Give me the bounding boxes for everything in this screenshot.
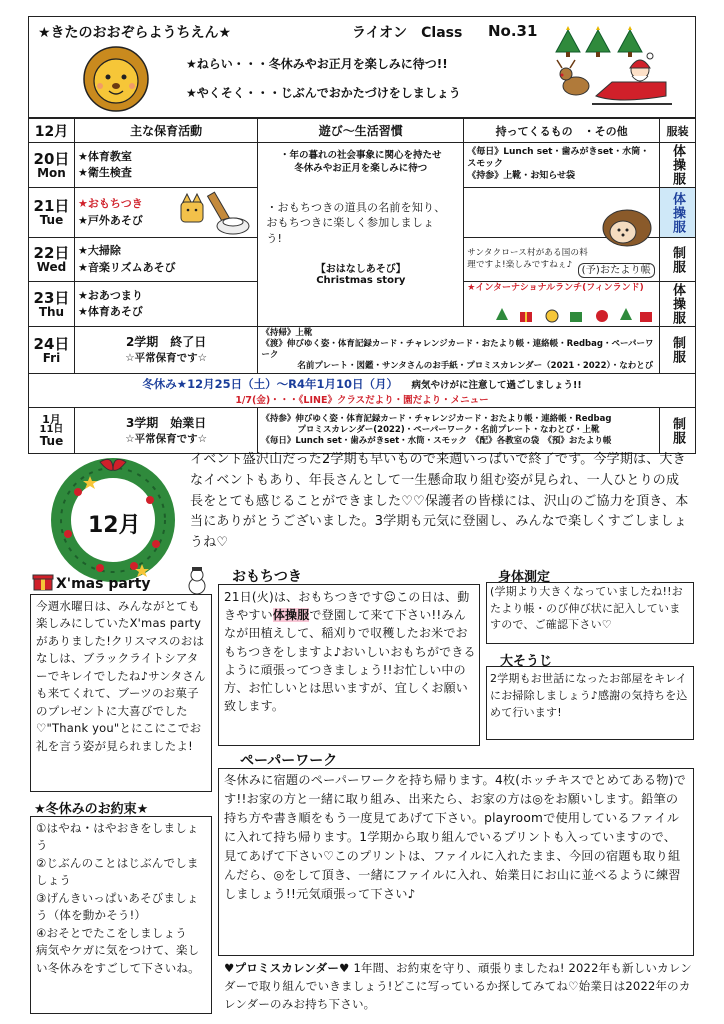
xmas-party-title: X'mas party (56, 576, 151, 592)
break-period: 冬休み★12月25日（土）～R4年1月10日（月） (142, 376, 398, 391)
schedule-table (28, 118, 696, 454)
promise-calendar-body: 1年間、お約束を守り、頑張りましたね! 2022年も新しいカレンダーで取り組んでいきましょう!どこに写っているか探してみてね♡始業日は2022年のカレンダーのみお持ち下さい。 (224, 961, 692, 1011)
school-name: ★きたのおおぞらようちえん★ (38, 25, 232, 41)
break-note: 病気やけがに注意して過ごしましょう!! (411, 379, 582, 391)
gym-clothes-highlight: 体操服 (272, 608, 310, 623)
gift-icon (32, 570, 54, 592)
activity-cell: ★大掃除 ★音楽リズムあそび (74, 238, 257, 282)
table-row (29, 143, 696, 188)
day-cell: 24日 Fri (29, 327, 75, 374)
mochi-body: 21日(火)は、おもちつきです☺この日は、動きやすい体操服で登園して来て下さい!!みんなが田植えして、稲刈りで収穫したお米でおもちつきをしますよ♪おいしいおもちができるように頑張ってつきましょう!!お忙しい中の方、お忙しいとは思いますが、宜しくお願い致します。 (224, 590, 476, 714)
cleaning-title: 大そうじ (500, 654, 553, 669)
hedgehog-illustration (597, 200, 657, 250)
story-subtitle: Christmas story (316, 275, 406, 287)
paper-work-title: ペーパーワーク (240, 753, 338, 769)
winter-promises-list (36, 820, 208, 977)
christmas-trees-santa-illustration (548, 24, 688, 114)
day-cell: 20日 Mon (29, 143, 75, 188)
body-check-title: 身体測定 (498, 570, 551, 585)
col-header-month: 12月 (29, 119, 75, 143)
promise-text: ★やくそく・・・じぶんでおかたづけをしましょう (186, 86, 461, 100)
xmas-decor-icons (494, 306, 654, 324)
dress-cell: 制服 (660, 327, 696, 374)
list-item: ③げんきいっぱいあそびましょう（体を動かそう!） (36, 890, 199, 923)
list-item: ①はやね・はやおきをしましょう (36, 821, 199, 853)
items-cell: 《毎日》Lunch set・歯みがきset・水筒・スモック 《持参》上靴・お知らせ袋 (464, 143, 660, 188)
items-cell: サンタクロース村がある国の料理ですよ!楽しみですねぇ♪ (予)おたより帳 (464, 238, 660, 282)
aim-text: ★ねらい・・・冬休みやお正月を楽しみに待つ!! (186, 57, 448, 71)
dress-cell: 体操服 (660, 282, 696, 327)
xmas-party-body: 今週水曜日は、みんながとても楽しみにしていたX'mas partyがありました!クリスマスのおはなしは、ブラックライトシアターでキレイでしたね♪サンタさんも来てくれて、ブーツのお菓子のプレゼントに大喜びでした♡"Thank you"とにこにこでお礼を言う姿が見られましたよ! (36, 599, 206, 753)
items-cell-wide: 《持帰》上靴 《渡》伸びゆく姿・体育記録カード・チャレンジカード・おたより帳・連絡帳・Redbag・ペーパーワーク 名前プレート・図鑑・サンタさんのお手紙・プロミスカレンダー（2021・2022）・なわとび (258, 327, 660, 374)
yotei-badge: (予)おたより帳 (578, 263, 655, 278)
day-cell: 1月 11日 Tue (29, 408, 75, 454)
col-header-items: 持ってくるもの ・その他 (464, 119, 660, 143)
dress-cell: 体操服 (660, 143, 696, 188)
items-cell-wide: 《持参》伸びゆく姿・体育記録カード・チャレンジカード・おたより帳・連絡帳・Redbag プロミスカレンダー(2022)・ペーパーワーク・名前プレート・なわとび・上靴 《毎日》Lunch set・歯みがきset・水筒・スモック 《配》各教室の袋 《預》おたより帳 (258, 408, 660, 454)
activity-cell: 2学期 終了日 ☆平常保育です☆ (74, 327, 257, 374)
winter-promises-title: ★冬休みのお約束★ (34, 802, 149, 817)
mochi-title: おもちつき (232, 569, 302, 585)
play-column-cell (258, 143, 464, 327)
col-header-dress: 服装 (660, 119, 696, 143)
col-header-activities: 主な保育活動 (74, 119, 257, 143)
intro-paragraph: イベント盛沢山だった2学期も早いもので来週いっぱいで終了です。今学期は、大きなイベントもあり、年長さんとして一生懸命取り組む姿が見られ、一人ひとりの成長をとても感じることができました♡♡保護者の皆様には、沢山のご協力を頂き、本当にありがとうございました。3学期も元気に登園し、みんなで楽しくすごしましょうね♡ (190, 452, 689, 551)
table-row (29, 327, 696, 374)
dress-cell: 制服 (660, 408, 696, 454)
table-row (29, 408, 696, 454)
activity-cell: 3学期 始業日 ☆平常保育です☆ (74, 408, 257, 454)
lion-illustration (64, 44, 168, 114)
list-item: ④おそとでたこをしましょう (36, 925, 187, 940)
play-goal: ・年の暮れの社会事象に関心を持たせ 冬休みやお正月を楽しみに待つ (280, 150, 442, 175)
mochi-tools-note: ・おもちつきの道具の名前を知り、おもちつきに楽しく参加しましょう! (266, 200, 446, 245)
issue-number: No.31 (488, 22, 538, 40)
snowman-icon (184, 566, 210, 596)
items-cell: ★インターナショナルランチ(フィンランド) (464, 282, 660, 327)
mochi-cats-illustration (175, 182, 255, 238)
activity-cell: ★体育教室 ★衛生検査 (74, 143, 257, 188)
table-row-break (29, 374, 696, 408)
day-cell: 22日 Wed (29, 238, 75, 282)
dress-cell: 制服 (660, 238, 696, 282)
col-header-play: 遊び～生活習慣 (258, 119, 464, 143)
winter-closing: 病気やケガに気をつけて、楽しい冬休みをすごして下さいね。 (36, 943, 200, 975)
break-sub: 1/7(金)・・・《LINE》クラスだより・園だより・メニュー (235, 394, 489, 406)
day-cell: 21日 Tue (29, 188, 75, 238)
body-check-body: (学期より大きくなっていましたね!!おたより帳・のび伸び状に記入していますので、ご確認下さい♡ (490, 585, 683, 631)
dress-cell: 体操服 (660, 188, 696, 238)
list-item: ②じぶんのことはじぶんでしましょう (36, 855, 199, 888)
day-cell: 23日 Thu (29, 282, 75, 327)
story-title: 【おはなしあそび】 (315, 264, 406, 276)
cleaning-body: 2学期もお世話になったお部屋をキレイにお掃除しましょう♪感謝の気持ちを込めて行います! (490, 672, 688, 720)
paper-work-body: 冬休みに宿題のペーパーワークを持ち帰ります。4枚(ホッチキスでとめてある物)です!!お家の方と一緒に取り組み、出来たら、お家の方は◎をお願いします。鉛筆の持ち方や書き順をもう一度見てあげて下さい。playroomで使用しているファイルに入れて持ち帰ります。1学期から取り組んでいるプリントも入っていますので、見てあげて下さい♡このプリントは、ファイルに入れたまま、今回の宿題も取り組んだら、◎をして頂き、一緒にファイルに入れ、始業日にお山に並べるように練習しましょう!!元気頑張って下さい♪ (224, 773, 686, 902)
promise-calendar-section (224, 960, 694, 1013)
promise-calendar-title: ♥プロミスカレンダー♥ (224, 961, 350, 975)
wreath-month-label: 12月 (88, 513, 141, 538)
activity-cell: ★おあつまり ★体育あそび (74, 282, 257, 327)
class-label: ライオン Class (352, 25, 463, 41)
activity-cell: ★おもちつき ★戸外あそび (74, 188, 257, 238)
